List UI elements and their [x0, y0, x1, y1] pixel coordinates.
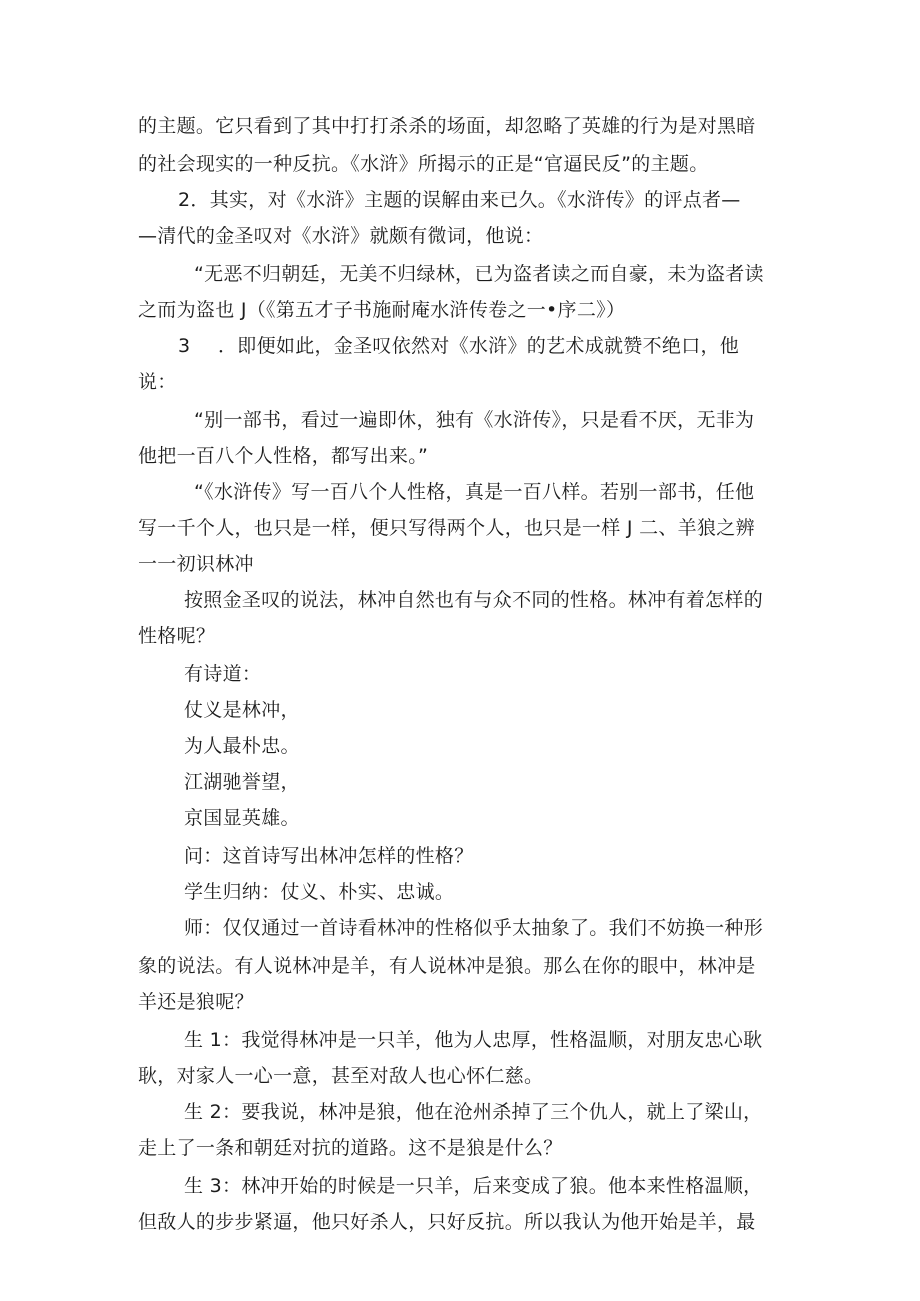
text-line: 耿，对家人一心一意，甚至对敌人也心怀仁慈。 [138, 1065, 544, 1087]
text-line: 写一千个人，也只是一样，便只写得两个人，也只是一样 J 二、羊狼之辨 [138, 517, 755, 539]
text-line: 的主题。它只看到了其中打打杀杀的场面，却忽略了英雄的行为是对黑暗 [138, 115, 756, 137]
text-line: 按照金圣叹的说法，林冲自然也有与众不同的性格。林冲有着怎样的 [184, 589, 764, 611]
text-line: 他把一百八个人性格，都写出来。” [138, 445, 429, 467]
text-line: “无恶不归朝廷，无美不归绿林，已为盗者读之而自豪，未为盗者读 [194, 263, 764, 285]
poem-line: 为人最朴忠。 [184, 735, 300, 757]
paragraph-text: ．即便如此，金圣叹依然对《水浒》的艺术成就赞不绝口，他 [218, 335, 740, 357]
text-line: 生 2：要我说，林冲是狼，他在沧州杀掉了三个仇人，就上了梁山， [184, 1101, 763, 1123]
text-line: 说： [138, 371, 177, 393]
text-line: 生 3：林冲开始的时候是一只羊，后来变成了狼。他本来性格温顺， [184, 1175, 763, 1197]
text-line: 师：仅仅通过一首诗看林冲的性格似乎太抽象了。我们不妨换一种形 [184, 917, 764, 939]
text-line: 之而为盗也 J（《第五才子书施耐庵水浒传卷之一•序二》） [138, 299, 626, 321]
text-line: 学生归纳：仗义、朴实、忠诚。 [184, 881, 455, 903]
text-line: 性格呢？ [138, 625, 216, 647]
text-line: 象的说法。有人说林冲是羊，有人说林冲是狼。那么在你的眼中，林冲是 [138, 955, 756, 977]
text-line: 的社会现实的一种反抗。《水浒》所揭示的正是“官逼民反”的主题。 [138, 153, 709, 175]
poem-line: 仗义是林冲， [184, 699, 300, 721]
text-line: 但敌人的步步紧逼，他只好杀人，只好反抗。所以我认为他开始是羊，最 [138, 1211, 756, 1233]
text-line: —清代的金圣叹对《水浒》就颇有微词，他说： [138, 225, 544, 247]
text-line [178, 334, 739, 358]
text-line: 2．其实，对《水浒》主题的误解由来已久。《水浒传》的评点者— [178, 189, 741, 211]
poem-line: 江湖驰誉望， [184, 771, 300, 793]
text-line: 有诗道： [184, 663, 262, 685]
text-line: 羊还是狼呢？ [138, 991, 254, 1013]
poem-line: 京国显英雄。 [184, 807, 300, 829]
text-line: “《水浒传》写一百八个人性格，真是一百八样。若别一部书，任他 [194, 481, 755, 503]
text-line: “别一部书，看过一遍即休，独有《水浒传》，只是看不厌，无非为 [194, 409, 755, 431]
text-line: 一一初识林冲 [138, 553, 254, 575]
text-line: 生 1：我觉得林冲是一只羊，他为人忠厚，性格温顺，对朋友忠心耿 [184, 1029, 763, 1051]
text-line: 问：这首诗写出林冲怎样的性格？ [184, 845, 474, 867]
paragraph-number: 3 [178, 335, 191, 357]
text-line: 走上了一条和朝廷对抗的道路。这不是狼是什么？ [138, 1137, 563, 1159]
